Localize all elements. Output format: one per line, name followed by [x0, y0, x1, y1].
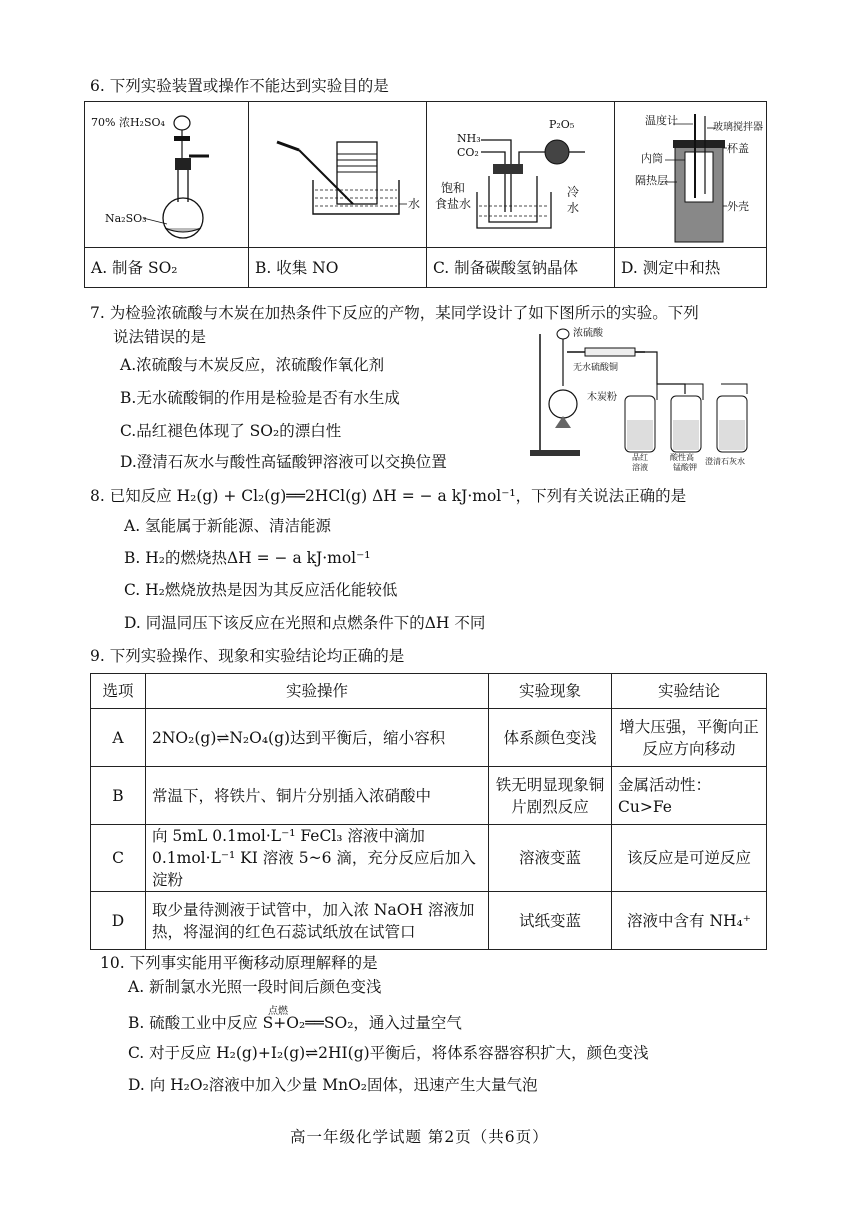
q9-table [90, 673, 767, 950]
fig-a-salt-label: Na₂SO₃ [105, 212, 147, 225]
q9-d-op: 取少量待测液于试管中，加入浓 NaOH 溶液加热，将湿润的红色石蕊试纸放在试管口 [146, 892, 489, 950]
q9-c-op: 向 5mL 0.1mol·L⁻¹ FeCl₃ 溶液中滴加 0.1mol·L⁻¹ KI 溶液 5~6 滴，充分反应后加入淀粉 [146, 825, 489, 892]
fig-c-brine-2: 食盐水 [435, 197, 472, 211]
fig-c-co2: CO₂ [457, 146, 479, 159]
q10-option-d: D. 向 H₂O₂溶液中加入少量 MnO₂固体，迅速产生大量气泡 [128, 1076, 538, 1094]
q9-a-opt: A [91, 709, 146, 767]
q7-stem-line2: 说法错误的是 [113, 328, 207, 346]
q6-apparatus-table [84, 101, 767, 288]
q9-h-operation: 实验操作 [146, 674, 489, 709]
fig-a-so2-generator [85, 102, 249, 247]
q7-apparatus-figure [525, 324, 765, 474]
q9-b-cl: 金属活动性：Cu>Fe [612, 767, 767, 825]
table-row [91, 892, 767, 950]
q6-option-b: B. 收集 NO [249, 247, 427, 287]
q9-d-cl: 溶液中含有 NH₄⁺ [612, 892, 767, 950]
q7-fig-b1b: 溶液 [632, 463, 648, 472]
fig-d-inner: 内筒 [641, 152, 663, 165]
q7-fig-b2b: 锰酸钾 [673, 463, 697, 472]
fig-a-drawing [85, 102, 247, 247]
fig-b-drawing [249, 102, 425, 247]
q7-option-a: A.浓硫酸与木炭反应，浓硫酸作氧化剂 [120, 356, 385, 374]
fig-c-p2o5-label: P₂O₅ [549, 118, 575, 131]
table-row [91, 767, 767, 825]
fig-c-drawing [427, 102, 613, 247]
fig-d-calorimeter [615, 102, 766, 247]
q7-stem-line1: 7. 为检验浓硫酸与木炭在加热条件下反应的产物，某同学设计了如下图所示的实验。下列 [90, 304, 699, 322]
fig-c-nahco3-apparatus [427, 102, 615, 247]
fig-c-cold-2: 水 [567, 201, 580, 215]
q9-stem: 9. 下列实验操作、现象和实验结论均正确的是 [90, 647, 405, 665]
q9-a-op: 2NO₂(g)⇌N₂O₄(g)达到平衡后，缩小容积 [146, 709, 489, 767]
q7-option-c: C.品红褪色体现了 SO₂的漂白性 [120, 422, 342, 440]
q6-option-d: D. 测定中和热 [615, 247, 766, 287]
fig-c-nh3: NH₃ [457, 132, 481, 145]
q7-fig-acid: 浓硫酸 [573, 328, 603, 339]
q10-option-a: A. 新制氯水光照一段时间后颜色变浅 [128, 978, 382, 996]
q9-a-cl: 增大压强，平衡向正反应方向移动 [612, 709, 767, 767]
q8-option-c: C. H₂燃烧放热是因为其反应活化能较低 [124, 581, 398, 599]
fig-d-thermo: 温度计 [645, 114, 678, 127]
q9-h-conclusion: 实验结论 [612, 674, 767, 709]
q7-option-b: B.无水硫酸铜的作用是检验是否有水生成 [120, 389, 400, 407]
q8-option-d: D. 同温同压下该反应在光照和点燃条件下的ΔH 不同 [124, 614, 486, 632]
q7-fig-b1a: 品红 [632, 453, 648, 462]
q7-fig-b2a: 酸性高 [670, 453, 694, 462]
q6-option-c: C. 制备碳酸氢钠晶体 [427, 247, 615, 287]
q9-b-op: 常温下，将铁片、铜片分别插入浓硝酸中 [146, 767, 489, 825]
page-footer: 高一年级化学试题 第2页（共6页） [290, 1128, 549, 1146]
table-row [91, 709, 767, 767]
q9-header-row [91, 674, 767, 709]
q9-b-ph: 铁无明显现象铜片剧烈反应 [489, 767, 612, 825]
fig-d-lid: 杯盖 [727, 142, 749, 155]
q9-b-opt: B [91, 767, 146, 825]
fig-d-stirrer: 玻璃搅拌器 [713, 122, 763, 133]
q9-c-cl: 该反应是可逆反应 [612, 825, 767, 892]
fig-d-drawing [615, 102, 765, 247]
q8-option-b: B. H₂的燃烧热ΔH = − a kJ·mol⁻¹ [124, 549, 371, 567]
fig-c-cold-1: 冷 [567, 185, 580, 199]
q10-stem: 10. 下列事实能用平衡移动原理解释的是 [100, 954, 378, 972]
fig-b-water-label: 水 [408, 197, 421, 211]
q9-d-opt: D [91, 892, 146, 950]
q10-condition: 点燃 [268, 1006, 288, 1017]
q6-stem: 6. 下列实验装置或操作不能达到实验目的是 [90, 77, 389, 95]
q10-option-c: C. 对于反应 H₂(g)+I₂(g)⇌2HI(g)平衡后，将体系容器容积扩大，颜色变浅 [128, 1044, 649, 1062]
table-row [91, 825, 767, 892]
q6-option-a: A. 制备 SO₂ [85, 247, 249, 287]
fig-d-shell: 外壳 [727, 200, 749, 213]
q9-a-ph: 体系颜色变浅 [489, 709, 612, 767]
q10-option-b: B. 硫酸工业中反应 S+O₂══SO₂，通入过量空气 [128, 1014, 462, 1032]
fig-a-acid-label: 70% 浓H₂SO₄ [91, 116, 165, 129]
q7-fig-cuso4: 无水硫酸铜 [573, 363, 619, 373]
q9-c-ph: 溶液变蓝 [489, 825, 612, 892]
q9-c-opt: C [91, 825, 146, 892]
fig-d-insul: 隔热层 [635, 174, 668, 187]
q8-stem: 8. 已知反应 H₂(g) + Cl₂(g)══2HCl(g) ΔH = − a kJ·mol⁻¹，下列有关说法正确的是 [90, 487, 687, 505]
fig-b-gas-collection [249, 102, 427, 247]
fig-c-brine-1: 饱和 [441, 181, 466, 195]
q7-option-d: D.澄清石灰水与酸性高锰酸钾溶液可以交换位置 [120, 453, 447, 471]
q7-fig-b3: 澄清石灰水 [705, 457, 745, 466]
q7-fig-carbon: 木炭粉 [587, 392, 617, 403]
q8-option-a: A. 氢能属于新能源、清洁能源 [124, 517, 332, 535]
q9-h-option: 选项 [91, 674, 146, 709]
q9-d-ph: 试纸变蓝 [489, 892, 612, 950]
q9-h-phenomenon: 实验现象 [489, 674, 612, 709]
